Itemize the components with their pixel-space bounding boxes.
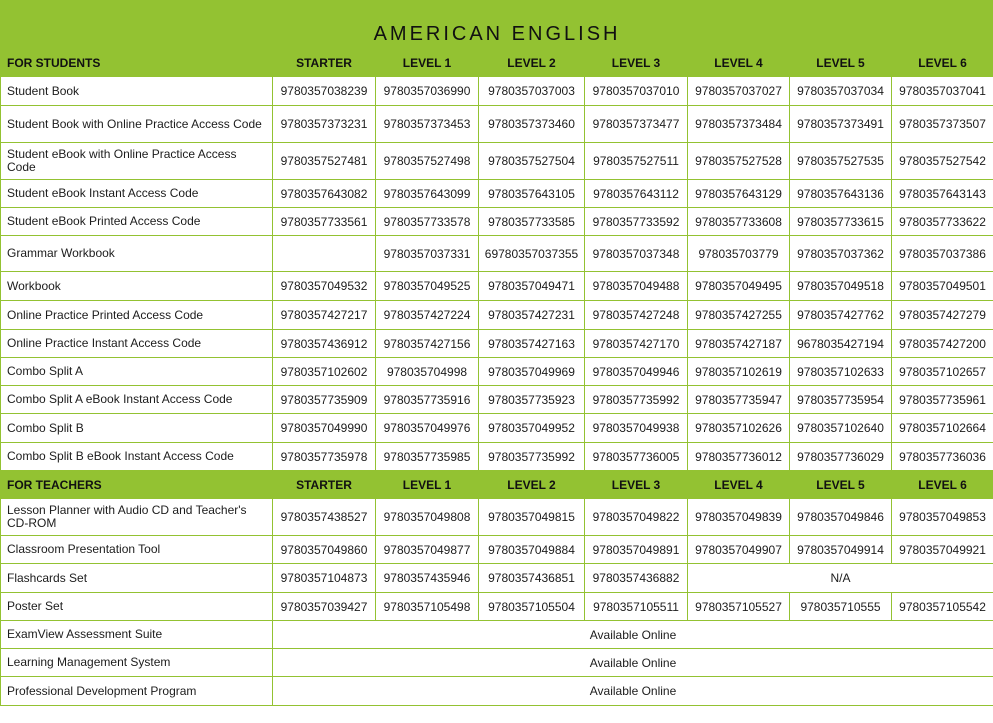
- isbn-cell: 9780357049969: [479, 358, 585, 386]
- table-row: [1, 414, 993, 443]
- isbn-cell: 9780357037331: [376, 236, 479, 272]
- row-label-combo-split-b: Combo Split B: [1, 414, 273, 443]
- column-header: LEVEL 1: [376, 471, 479, 499]
- isbn-cell: 9780357049990: [273, 414, 376, 443]
- row-label-flashcards-set: Flashcards Set: [1, 564, 273, 593]
- row-label-professional-development-program: Professional Development Program: [1, 677, 273, 706]
- isbn-cell: 9780357527542: [892, 143, 993, 180]
- table-row: [1, 180, 993, 208]
- row-label-workbook: Workbook: [1, 272, 273, 301]
- merged-note-cell: Available Online: [273, 621, 993, 649]
- isbn-cell: 9780357427248: [585, 301, 688, 330]
- isbn-cell: 9780357736005: [585, 443, 688, 471]
- isbn-cell: 9780357527504: [479, 143, 585, 180]
- isbn-cell: 9780357049495: [688, 272, 790, 301]
- isbn-cell: 9780357527481: [273, 143, 376, 180]
- isbn-cell: 9780357373460: [479, 106, 585, 143]
- isbn-cell: 9780357643099: [376, 180, 479, 208]
- isbn-cell: 9780357049877: [376, 536, 479, 564]
- isbn-cell: 9780357735978: [273, 443, 376, 471]
- table-row: [1, 272, 993, 301]
- isbn-cell: 9780357735909: [273, 386, 376, 414]
- isbn-cell: 9780357102657: [892, 358, 993, 386]
- isbn-cell: 9780357105511: [585, 593, 688, 621]
- isbn-cell: 9780357427217: [273, 301, 376, 330]
- isbn-cell: 978035704998: [376, 358, 479, 386]
- isbn-cell: 9780357427231: [479, 301, 585, 330]
- column-header: STARTER: [273, 49, 376, 77]
- row-label-student-ebook-with-online-practice-access-code: Student eBook with Online Practice Access Code: [1, 143, 273, 180]
- isbn-cell: 9780357435946: [376, 564, 479, 593]
- table-row: [1, 593, 993, 621]
- isbn-cell: 9780357037362: [790, 236, 892, 272]
- isbn-cell: 9780357373477: [585, 106, 688, 143]
- isbn-cell: 9780357049846: [790, 499, 892, 536]
- isbn-cell: 9780357733561: [273, 208, 376, 236]
- row-label-examview-assessment-suite: ExamView Assessment Suite: [1, 621, 273, 649]
- isbn-cell: 9780357037348: [585, 236, 688, 272]
- isbn-cell: 9780357102633: [790, 358, 892, 386]
- isbn-cell: 9780357049471: [479, 272, 585, 301]
- table-row: [1, 301, 993, 330]
- isbn-cell: 9780357049853: [892, 499, 993, 536]
- isbn-cell: 9780357049884: [479, 536, 585, 564]
- isbn-cell: 9780357735916: [376, 386, 479, 414]
- merged-note-cell: N/A: [688, 564, 993, 593]
- isbn-cell: 9780357736012: [688, 443, 790, 471]
- isbn-cell: 9780357037386: [892, 236, 993, 272]
- isbn-cell: 9780357733578: [376, 208, 479, 236]
- row-label-grammar-workbook: Grammar Workbook: [1, 236, 273, 272]
- isbn-cell: 9780357733622: [892, 208, 993, 236]
- isbn-cell: 9780357037041: [892, 77, 993, 106]
- isbn-cell: 9780357049914: [790, 536, 892, 564]
- isbn-cell: 9780357049822: [585, 499, 688, 536]
- isbn-cell: 9780357427156: [376, 330, 479, 358]
- students-header-row: [1, 49, 993, 77]
- isbn-cell: 978035703779: [688, 236, 790, 272]
- table-row: [1, 208, 993, 236]
- isbn-cell: 9678035427194: [790, 330, 892, 358]
- isbn-cell: 9780357049532: [273, 272, 376, 301]
- table-row: [1, 536, 993, 564]
- isbn-cell: 9780357049815: [479, 499, 585, 536]
- isbn-cell: 9780357427762: [790, 301, 892, 330]
- isbn-cell: 9780357735954: [790, 386, 892, 414]
- isbn-cell: 9780357735923: [479, 386, 585, 414]
- row-label-classroom-presentation-tool: Classroom Presentation Tool: [1, 536, 273, 564]
- students-section: [1, 49, 993, 471]
- row-label-combo-split-a-ebook-instant-access-code: Combo Split A eBook Instant Access Code: [1, 386, 273, 414]
- isbn-cell: 9780357733615: [790, 208, 892, 236]
- isbn-cell: 9780357527511: [585, 143, 688, 180]
- merged-note-cell: Available Online: [273, 649, 993, 677]
- isbn-cell: 9780357643082: [273, 180, 376, 208]
- column-header: LEVEL 4: [688, 49, 790, 77]
- isbn-cell: 9780357049525: [376, 272, 479, 301]
- isbn-cell: 9780357735992: [585, 386, 688, 414]
- section-heading: FOR TEACHERS: [1, 471, 273, 499]
- table-row: [1, 443, 993, 471]
- isbn-cell: 9780357049938: [585, 414, 688, 443]
- isbn-cell: 9780357643136: [790, 180, 892, 208]
- isbn-cell: 9780357436882: [585, 564, 688, 593]
- isbn-cell: 9780357049488: [585, 272, 688, 301]
- isbn-cell: 9780357427187: [688, 330, 790, 358]
- table-row: [1, 621, 993, 649]
- row-label-lesson-planner-with-audio-cd-and-teacher-s-cd-rom: Lesson Planner with Audio CD and Teacher's CD-ROM: [1, 499, 273, 536]
- isbn-cell: 9780357733608: [688, 208, 790, 236]
- isbn-cell: 9780357049501: [892, 272, 993, 301]
- isbn-cell: 9780357105542: [892, 593, 993, 621]
- isbn-cell: 9780357049808: [376, 499, 479, 536]
- isbn-cell: 9780357736029: [790, 443, 892, 471]
- isbn-cell: 9780357643129: [688, 180, 790, 208]
- teachers-header-row: [1, 471, 993, 499]
- isbn-cell: 9780357049921: [892, 536, 993, 564]
- isbn-cell: 9780357373491: [790, 106, 892, 143]
- column-header: LEVEL 3: [585, 471, 688, 499]
- table-row: [1, 236, 993, 272]
- column-header: STARTER: [273, 471, 376, 499]
- table-row: [1, 649, 993, 677]
- row-label-student-ebook-instant-access-code: Student eBook Instant Access Code: [1, 180, 273, 208]
- row-label-combo-split-a: Combo Split A: [1, 358, 273, 386]
- table-row: [1, 386, 993, 414]
- isbn-cell: 978035710555: [790, 593, 892, 621]
- isbn-cell: 9780357102664: [892, 414, 993, 443]
- isbn-cell: 9780357037010: [585, 77, 688, 106]
- column-header: LEVEL 5: [790, 471, 892, 499]
- table-row: [1, 499, 993, 536]
- column-header: LEVEL 3: [585, 49, 688, 77]
- column-header: LEVEL 1: [376, 49, 479, 77]
- isbn-cell: 9780357735947: [688, 386, 790, 414]
- isbn-cell: 9780357735961: [892, 386, 993, 414]
- merged-note-cell: Available Online: [273, 677, 993, 706]
- column-header: LEVEL 2: [479, 471, 585, 499]
- table-title: AMERICAN ENGLISH: [1, 1, 993, 49]
- isbn-cell: 9780357049891: [585, 536, 688, 564]
- isbn-cell: 9780357427170: [585, 330, 688, 358]
- isbn-cell: 9780357436851: [479, 564, 585, 593]
- column-header: LEVEL 6: [892, 49, 993, 77]
- row-label-student-ebook-printed-access-code: Student eBook Printed Access Code: [1, 208, 273, 236]
- isbn-cell: 9780357427255: [688, 301, 790, 330]
- isbn-cell: [273, 236, 376, 272]
- table-row: [1, 358, 993, 386]
- row-label-learning-management-system: Learning Management System: [1, 649, 273, 677]
- isbn-cell: 9780357427224: [376, 301, 479, 330]
- isbn-cell: 9780357373453: [376, 106, 479, 143]
- row-label-combo-split-b-ebook-instant-access-code: Combo Split B eBook Instant Access Code: [1, 443, 273, 471]
- table-row: [1, 143, 993, 180]
- isbn-cell: 9780357427279: [892, 301, 993, 330]
- isbn-cell: 9780357049952: [479, 414, 585, 443]
- isbn-cell: 9780357643112: [585, 180, 688, 208]
- isbn-cell: 9780357527498: [376, 143, 479, 180]
- column-header: LEVEL 2: [479, 49, 585, 77]
- isbn-cell: 9780357527535: [790, 143, 892, 180]
- row-label-student-book-with-online-practice-access-code: Student Book with Online Practice Access Code: [1, 106, 273, 143]
- table-row: [1, 564, 993, 593]
- isbn-cell: 69780357037355: [479, 236, 585, 272]
- isbn-cell: 9780357037027: [688, 77, 790, 106]
- section-heading: FOR STUDENTS: [1, 49, 273, 77]
- isbn-cell: 9780357049907: [688, 536, 790, 564]
- isbn-cell: 9780357735985: [376, 443, 479, 471]
- isbn-cell: 9780357038239: [273, 77, 376, 106]
- isbn-cell: 9780357733592: [585, 208, 688, 236]
- isbn-cell: 9780357427163: [479, 330, 585, 358]
- isbn-cell: 9780357036990: [376, 77, 479, 106]
- isbn-cell: 9780357527528: [688, 143, 790, 180]
- isbn-cell: 9780357102602: [273, 358, 376, 386]
- isbn-cell: 9780357105527: [688, 593, 790, 621]
- isbn-cell: 9780357037003: [479, 77, 585, 106]
- table-row: [1, 77, 993, 106]
- row-label-online-practice-instant-access-code: Online Practice Instant Access Code: [1, 330, 273, 358]
- isbn-cell: 9780357736036: [892, 443, 993, 471]
- table-row: [1, 106, 993, 143]
- isbn-cell: 9780357373484: [688, 106, 790, 143]
- isbn-cell: 9780357735992: [479, 443, 585, 471]
- isbn-cell: 9780357105504: [479, 593, 585, 621]
- isbn-cell: 9780357105498: [376, 593, 479, 621]
- isbn-cell: 9780357102619: [688, 358, 790, 386]
- table-row: [1, 677, 993, 706]
- column-header: LEVEL 4: [688, 471, 790, 499]
- isbn-cell: 9780357427200: [892, 330, 993, 358]
- isbn-cell: 9780357039427: [273, 593, 376, 621]
- column-header: LEVEL 6: [892, 471, 993, 499]
- isbn-cell: 9780357049839: [688, 499, 790, 536]
- isbn-cell: 9780357733585: [479, 208, 585, 236]
- isbn-cell: 9780357373231: [273, 106, 376, 143]
- isbn-cell: 9780357037034: [790, 77, 892, 106]
- row-label-poster-set: Poster Set: [1, 593, 273, 621]
- isbn-cell: 9780357643105: [479, 180, 585, 208]
- isbn-cell: 9780357438527: [273, 499, 376, 536]
- table-row: [1, 330, 993, 358]
- isbn-cell: 9780357104873: [273, 564, 376, 593]
- isbn-cell: 9780357373507: [892, 106, 993, 143]
- isbn-cell: 9780357643143: [892, 180, 993, 208]
- isbn-cell: 9780357436912: [273, 330, 376, 358]
- column-header: LEVEL 5: [790, 49, 892, 77]
- isbn-cell: 9780357049976: [376, 414, 479, 443]
- isbn-cell: 9780357102640: [790, 414, 892, 443]
- isbn-cell: 9780357049518: [790, 272, 892, 301]
- isbn-cell: 9780357049946: [585, 358, 688, 386]
- row-label-online-practice-printed-access-code: Online Practice Printed Access Code: [1, 301, 273, 330]
- row-label-student-book: Student Book: [1, 77, 273, 106]
- isbn-cell: 9780357102626: [688, 414, 790, 443]
- teachers-section: [1, 471, 993, 706]
- isbn-cell: 9780357049860: [273, 536, 376, 564]
